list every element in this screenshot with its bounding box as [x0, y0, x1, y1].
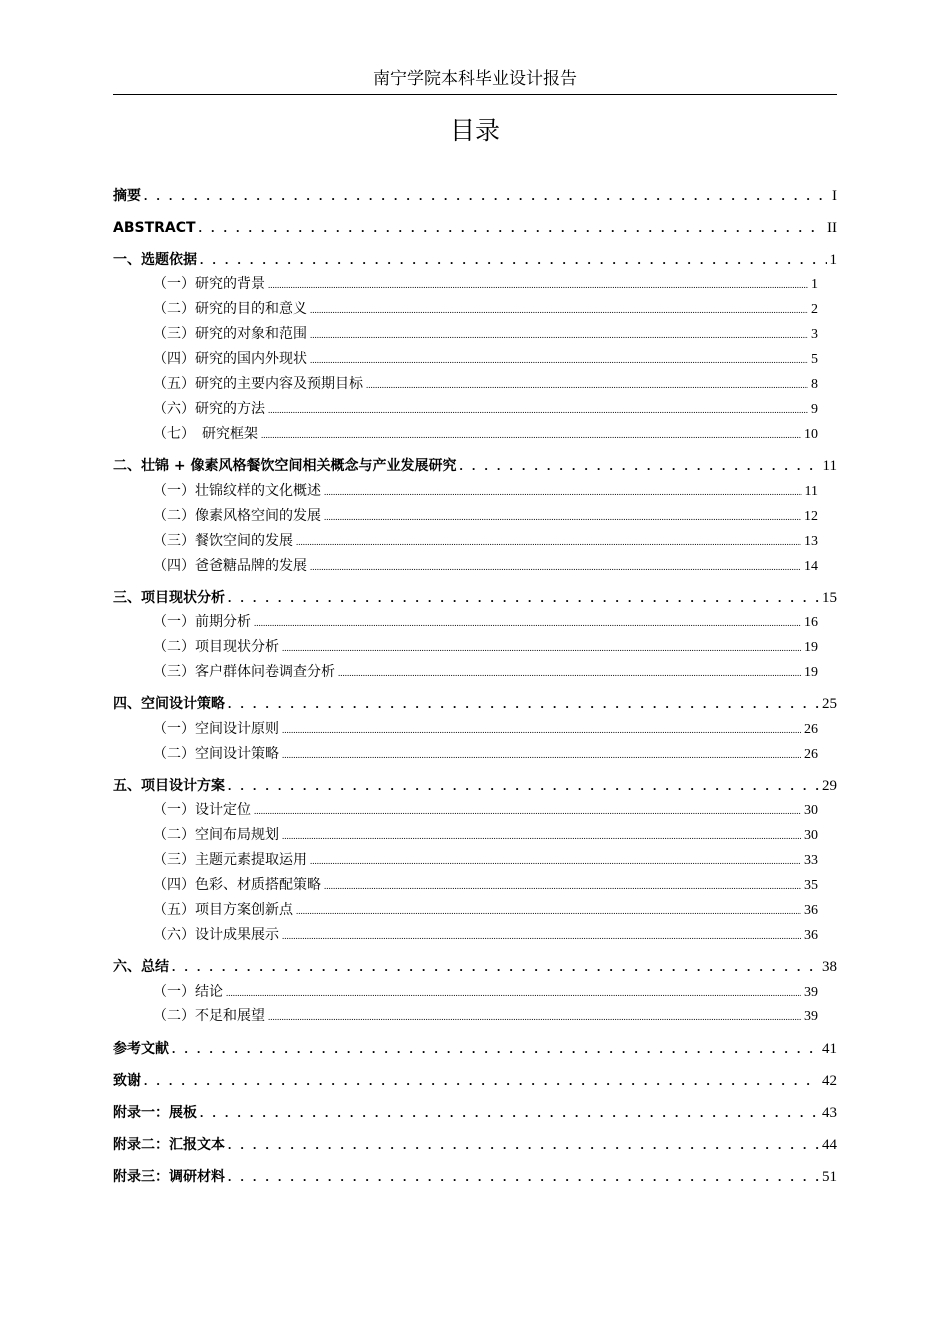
toc-entry-section[interactable] — [153, 875, 818, 896]
toc-entry-chapter[interactable] — [113, 1071, 837, 1091]
toc-entry-title: （四）色彩、材质搭配策略 — [153, 877, 321, 893]
toc-entry-section[interactable] — [153, 299, 818, 320]
dot-leader — [296, 532, 801, 552]
toc-entry-title: （一）前期分析 — [153, 614, 251, 630]
toc-entry-page-number: 35 — [804, 878, 818, 893]
dot-leader — [228, 776, 819, 796]
toc-entry-page-number: 12 — [804, 509, 818, 524]
toc-entry-page-number: 16 — [804, 615, 818, 630]
dot-leader — [268, 400, 808, 420]
toc-entry-page-number: 33 — [804, 853, 818, 868]
toc-entry-chapter[interactable] — [113, 588, 837, 608]
dot-leader — [310, 325, 808, 345]
toc-entry-chapter[interactable] — [113, 957, 837, 977]
toc-entry-page-number: I — [832, 188, 837, 204]
toc-entry-section[interactable] — [153, 424, 818, 445]
toc-entry-title: （六）设计成果展示 — [153, 927, 279, 943]
toc-entry-page-number: 19 — [804, 665, 818, 680]
toc-entry-title: （二）像素风格空间的发展 — [153, 508, 321, 524]
toc-entry-title: 附录二：汇报文本 — [113, 1137, 225, 1153]
toc-entry-title: ABSTRACT — [113, 220, 196, 236]
toc-entry-title: 六、总结 — [113, 959, 169, 975]
toc-entry-chapter[interactable] — [113, 186, 837, 206]
toc-entry-title: （五）研究的主要内容及预期目标 — [153, 376, 363, 392]
dot-leader — [282, 926, 801, 946]
dot-leader — [172, 1039, 819, 1059]
toc-entry-page-number: 26 — [804, 747, 818, 762]
toc-entry-section[interactable] — [153, 662, 818, 683]
toc-entry-title: （二）空间设计策略 — [153, 746, 279, 762]
toc-entry-page-number: 5 — [811, 352, 818, 367]
toc-entry-section[interactable] — [153, 481, 818, 502]
toc-entry-title: （二）空间布局规划 — [153, 827, 279, 843]
toc-entry-chapter[interactable] — [113, 1103, 837, 1123]
toc-entry-title: 四、空间设计策略 — [113, 696, 225, 712]
dot-leader — [254, 613, 801, 633]
toc-entry-title: 参考文献 — [113, 1041, 169, 1057]
toc-entry-page-number: 42 — [822, 1073, 837, 1089]
toc-entry-title: （一）壮锦纹样的文化概述 — [153, 483, 321, 499]
toc-entry-page-number: 1 — [829, 252, 837, 268]
toc-entry-title: 一、选题依据 — [113, 252, 197, 268]
dot-leader — [268, 1007, 801, 1027]
toc-entry-title: （五）项目方案创新点 — [153, 902, 293, 918]
toc-entry-page-number: II — [827, 220, 837, 236]
toc-entry-page-number: 43 — [822, 1105, 837, 1121]
toc-entry-title: 五、项目设计方案 — [113, 778, 225, 794]
dot-leader — [310, 851, 801, 871]
toc-entry-title: （二）不足和展望 — [153, 1008, 265, 1024]
dot-leader — [310, 350, 808, 370]
toc-entry-title: 附录一：展板 — [113, 1105, 197, 1121]
dot-leader — [282, 720, 801, 740]
dot-leader — [172, 957, 819, 977]
toc-entry-page-number: 11 — [822, 458, 837, 474]
toc-entry-section[interactable] — [153, 744, 818, 765]
toc-entry-section[interactable] — [153, 506, 818, 527]
toc-entry-page-number: 41 — [822, 1041, 837, 1057]
dot-leader — [459, 456, 819, 476]
toc-entry-page-number: 13 — [804, 534, 818, 549]
toc-entry-chapter[interactable] — [113, 776, 837, 796]
dot-leader — [200, 1103, 819, 1123]
dot-leader — [261, 425, 801, 445]
toc-entry-title: 致谢 — [113, 1073, 141, 1089]
toc-entry-page-number: 25 — [822, 696, 837, 712]
dot-leader — [338, 663, 801, 683]
toc-title: 目录 — [449, 116, 500, 145]
toc-entry-page-number: 9 — [811, 402, 818, 417]
toc-entry-title: （三）客户群体问卷调查分析 — [153, 664, 335, 680]
toc-entry-section[interactable] — [153, 399, 818, 420]
dot-leader — [296, 901, 801, 921]
toc-entry-title: （七） 研究框架 — [153, 426, 258, 442]
toc-entry-page-number: 14 — [804, 559, 818, 574]
dot-leader — [268, 275, 808, 295]
toc-entry-chapter[interactable] — [113, 1167, 837, 1187]
toc-entry-page-number: 30 — [804, 803, 818, 818]
toc-entry-chapter[interactable] — [113, 694, 837, 714]
dot-leader — [144, 186, 829, 206]
toc-entry-title: （一）结论 — [153, 984, 223, 1000]
toc-entry-page-number: 15 — [822, 590, 837, 606]
toc-entry-section[interactable] — [153, 925, 818, 946]
dot-leader — [310, 300, 808, 320]
toc-entry-page-number: 39 — [804, 1009, 818, 1024]
toc-entry-page-number: 2 — [811, 302, 818, 317]
dot-leader — [228, 694, 819, 714]
dot-leader — [144, 1071, 819, 1091]
dot-leader — [324, 507, 801, 527]
toc-entry-title: （二）项目现状分析 — [153, 639, 279, 655]
toc-entry-page-number: 29 — [822, 778, 837, 794]
dot-leader — [200, 250, 827, 270]
dot-leader — [228, 588, 819, 608]
toc-entry-chapter[interactable] — [113, 1039, 837, 1059]
dot-leader — [199, 218, 824, 238]
toc-entry-section[interactable] — [153, 637, 818, 658]
dot-leader — [324, 482, 802, 502]
toc-entry-section[interactable] — [153, 900, 818, 921]
toc-entry-page-number: 19 — [804, 640, 818, 655]
header-rule — [113, 94, 837, 95]
toc-entry-page-number: 44 — [822, 1137, 837, 1153]
dot-leader — [282, 826, 801, 846]
toc-entry-section[interactable] — [153, 612, 818, 633]
toc-entry-title: （四）研究的国内外现状 — [153, 351, 307, 367]
toc-entry-page-number: 36 — [804, 903, 818, 918]
toc-entry-title: （一）设计定位 — [153, 802, 251, 818]
toc-entry-page-number: 30 — [804, 828, 818, 843]
toc-entry-section[interactable] — [153, 374, 818, 395]
toc-entry-chapter[interactable] — [113, 1135, 837, 1155]
toc-entry-section[interactable] — [153, 850, 818, 871]
toc-entry-page-number: 1 — [811, 277, 818, 292]
toc-entry-page-number: 11 — [804, 484, 818, 499]
toc-entry-title: （一）空间设计原则 — [153, 721, 279, 737]
page-header: 南宁学院本科毕业设计报告 — [373, 69, 577, 89]
dot-leader — [310, 557, 801, 577]
toc-entry-section[interactable] — [153, 1006, 818, 1027]
toc-entry-title: （三）主题元素提取运用 — [153, 852, 307, 868]
toc-entry-page-number: 36 — [804, 928, 818, 943]
toc-entry-title: 三、项目现状分析 — [113, 590, 225, 606]
toc-entry-section[interactable] — [153, 556, 818, 577]
toc-entry-section[interactable] — [153, 800, 818, 821]
toc-entry-page-number: 51 — [822, 1169, 837, 1185]
toc-entry-section[interactable] — [153, 825, 818, 846]
toc-entry-page-number: 3 — [811, 327, 818, 342]
toc-entry-page-number: 26 — [804, 722, 818, 737]
toc-entry-title: （三）餐饮空间的发展 — [153, 533, 293, 549]
toc-entry-page-number: 39 — [804, 985, 818, 1000]
toc-entry-chapter[interactable] — [113, 250, 837, 270]
toc-entry-section[interactable] — [153, 531, 818, 552]
toc-entry-section[interactable] — [153, 324, 818, 345]
dot-leader — [228, 1135, 819, 1155]
toc-entry-section[interactable] — [153, 274, 818, 295]
toc-entry-section[interactable] — [153, 349, 818, 370]
toc-entry-section[interactable] — [153, 982, 818, 1003]
toc-entry-section[interactable] — [153, 719, 818, 740]
toc-entry-title: 附录三：调研材料 — [113, 1169, 225, 1185]
dot-leader — [228, 1167, 819, 1187]
dot-leader — [282, 745, 801, 765]
toc-entry-title: 摘要 — [113, 188, 141, 204]
toc-entry-chapter[interactable] — [113, 456, 837, 476]
dot-leader — [324, 876, 801, 896]
dot-leader — [254, 801, 801, 821]
toc-entry-title: （三）研究的对象和范围 — [153, 326, 307, 342]
toc-entry-title: （四）爸爸糖品牌的发展 — [153, 558, 307, 574]
toc-entry-page-number: 38 — [822, 959, 837, 975]
toc-entry-chapter[interactable] — [113, 218, 837, 238]
toc-entry-title: （二）研究的目的和意义 — [153, 301, 307, 317]
toc-entry-title: （六）研究的方法 — [153, 401, 265, 417]
dot-leader — [226, 983, 801, 1003]
toc-entry-page-number: 10 — [804, 427, 818, 442]
toc-entry-title: （一）研究的背景 — [153, 276, 265, 292]
toc-entry-page-number: 8 — [811, 377, 818, 392]
toc-entry-title: 二、壮锦 + 像素风格餐饮空间相关概念与产业发展研究 — [113, 458, 457, 474]
dot-leader — [366, 375, 808, 395]
dot-leader — [282, 638, 801, 658]
